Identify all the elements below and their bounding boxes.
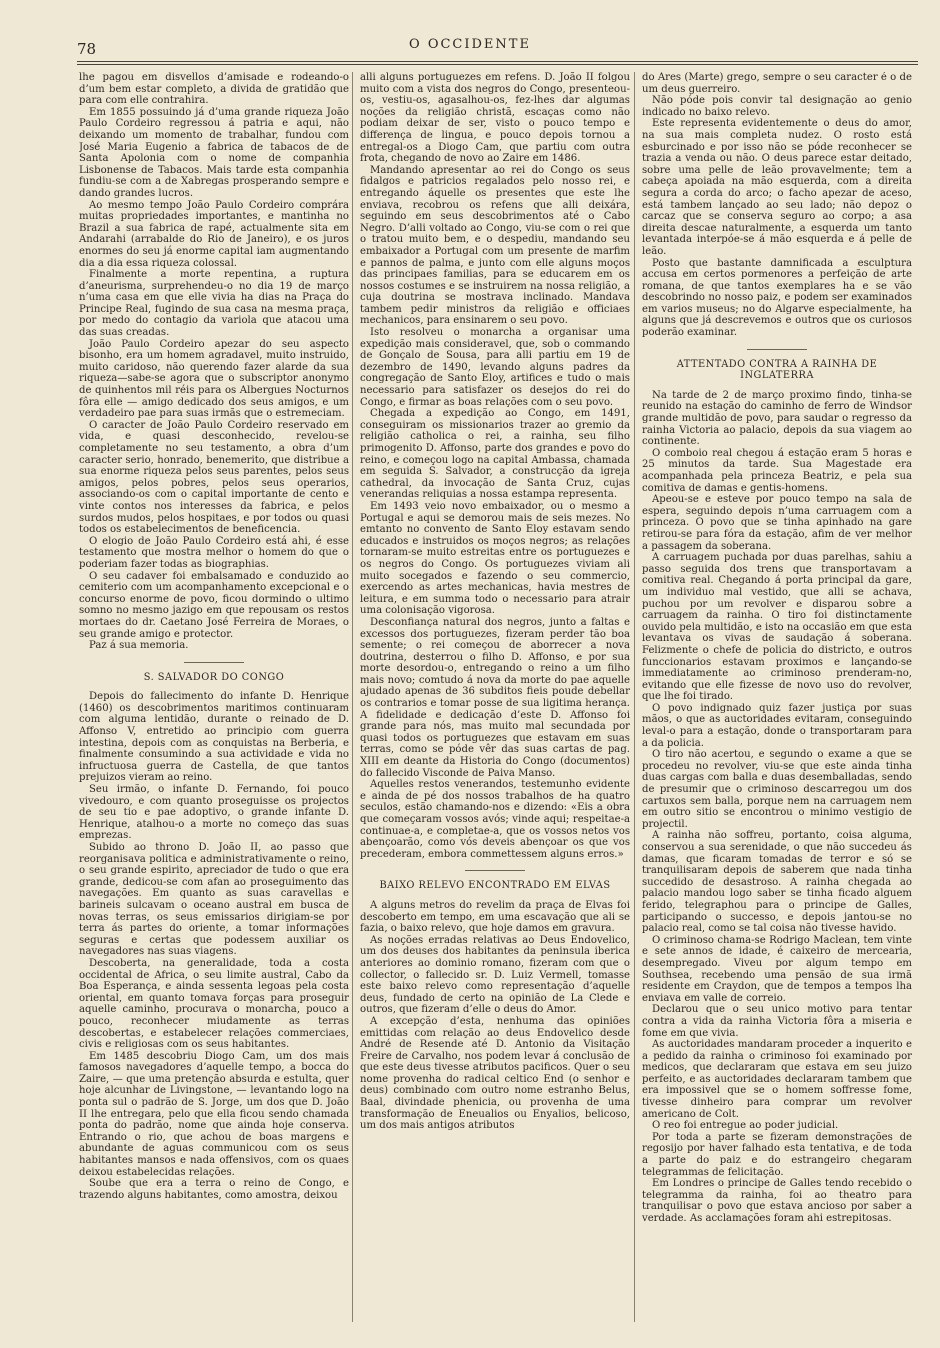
- section-divider: [184, 662, 244, 663]
- paragraph: Ao mesmo tempo João Paulo Cordeiro comprára muitas propriedades importantes, e mantinha no Brazil a sua fabrica de rapé, actualmente sita em Andarahi (arrabalde do Rio de Janeiro), e os juros enormes do seu já enorme capital iam augmentando dia a dia essa riqueza colossal.: [79, 199, 349, 269]
- paragraph: A alguns metros do revelim da praça de Elvas foi descoberto em tempo, em uma escavação que ali se fazia, o baixo relevo, que hoje damos em gravura.: [360, 899, 630, 935]
- paragraph: Apeou-se e esteve por pouco tempo na sala de espera, seguindo depois n’uma carruagem com a princeza. O povo que se tinha apinhado na gare retirou-se para fóra da estação, afim de ver melhor a passagem da soberana.: [642, 494, 912, 552]
- paragraph: Paz á sua memoria.: [89, 640, 189, 652]
- paragraph: Finalmente a morte repentina, a ruptura d’aneurisma, surprehendeu-o no dia 19 de março n’uma casa em que elle vivia ha dias na Praça do Principe Real, fugindo de sua casa na mesma praça, por medo do contagio da variola que atacou uma das suas creadas.: [79, 269, 349, 339]
- paragraph: João Paulo Cordeiro apezar do seu aspecto bisonho, era um homem agradavel, muito instruido, muito caridoso, não querendo fazer alarde da sua riqueza—sabe-se agora que o subscriptor anonymo de quinhentos mil réis para os Albergues Nocturnos fôra elle — amigo dedicado dos seus amigos, e um verdadeiro pae para suas irmãs que o estremeciam.: [79, 338, 349, 420]
- paragraph: A excepção d’esta, nenhuma das opiniões emittidas com relação ao deus Endovelico desde André de Resende até D. Antonio da Visitação Freire de Carvalho, nos podem levar á conclusão de que este deus tivesse atributos pacificos. Quer o seu nome provenha do radical celtico End (o senhor e deus) combinado com outro nome estranho Belus, Baal, divindade phenicia, ou provenha de uma transformação de Eneualios ou Enyalios, belicoso, um dos mais antigos atributos: [360, 1015, 630, 1132]
- paragraph: Em 1855 possuindo já d’uma grande riqueza João Paulo Cordeiro regressou á patria e aqui, não deixando um momento de trabalhar, fundou com José Maria Eugenio a fabrica de tabacos de de Santa Apolonia com o nome de companhia Lisbonense de Tabacos. Mais tarde esta companhia fundiu-se com a de Xabregas prosperando sempre e dando grandes lucros.: [79, 106, 349, 199]
- header-rule: [77, 61, 918, 65]
- section-heading: S. SALVADOR DO CONGO: [143, 671, 285, 683]
- paragraph: Subido ao throno D. João II, ao passo que reorganisava politica e administrativamente o reino, o seu grande espirito, apreciador de tudo o que era grande, dedicou-se com afan ao proseguimento das navegações. Em quanto as suas caravellas e barineis sulcavam o oceano austral em busca de novas terras, os seus emissarios dirigiam-se por terra ás partes do oriente, a tomar informações seguras e certas que podessem auxiliar os navegadores nas suas viagens.: [79, 842, 349, 958]
- paragraph: O criminoso chama-se Rodrigo Maclean, tem vinte e sete annos de idade, é caixeiro de mercearia, desempregado. Viveu por algum tempo em Southsea, recebendo uma pensão de sua irmã residente em Craydon, que de tempos a tempos lha enviava em valle de correio.: [642, 934, 912, 1004]
- paragraph: Este representa evidentemente o deus do amor, na sua mais completa nudez. O rosto está esburcinado e por isso não se póde reconhecer se trazia a venda ou não. O deus parece estar deitado, sobre uma pelle de leão provavelmente; tem a cabeça apoiada na mão esquerda, com a direita segura a corda do arco; o facho apezar de aceso, está tambem lançado ao seu lado; não depoz o carcaz que se conserva seguro ao corpo; a asa direita descae naturalmente, a esquerda um tanto levantada interpóe-se á mão esquerda e á pelle de leão.: [642, 118, 912, 257]
- column-divider: [352, 72, 353, 1322]
- paragraph: Declarou que o seu unico motivo para tentar contra a vida da rainha Victoria fôra a miseria e fome em que vivia.: [642, 1004, 912, 1039]
- paragraph: O comboio real chegou á estação eram 5 horas e 25 minutos da tarde. Sua Magestade era acompanhada pela princeza Beatriz, e pela sua comitiva de damas e gentis-homens.: [642, 447, 912, 494]
- paragraph: Na tarde de 2 de março proximo findo, tinha-se reunido na estação do caminho de ferro de Windsor grande multidão de povo, para saudar o regresso da rainha Victoria ao palacio, depois da sua viagem ao continente.: [642, 389, 912, 448]
- column-3: [642, 72, 912, 1322]
- paragraph: O caracter de João Paulo Cordeiro reservado em vida, e quasi desconhecido, revelou-se completamente no seu testamento, a obra d’um caracter serio, honrado, benemerito, que distribue a sua enorme riqueza pelos seus parentes, pelos seus amigos, pelos pobres, pelos seus operarios, associando-os com o capital importante de cento e vinte contos nos interesses da fabrica, e pelos surdos mudos, pelos hospitaes, e por todos ou quasi todos os estabelecimentos de beneficencia.: [79, 419, 349, 536]
- column-divider: [634, 72, 635, 1322]
- paragraph: O elogio de João Paulo Cordeiro está ahi, é esse testamento que mostra melhor o homem do que o poderiam fazer todas as biographias.: [79, 535, 349, 570]
- paragraph: A rainha não soffreu, portanto, coisa alguma, conservou a sua serenidade, o que não succedeu ás damas, que ficaram tomadas de terror e só se tranquilisaram depois de saberem que nada tinha succedido de desastroso. A rainha chegada ao palacio mandou logo saber se tinha ficado alguem ferido, telegraphou para o principe de Galles, participando o successo, e depois jantou-se no palacio real, como se tal coisa não tivesse havido.: [642, 830, 912, 935]
- paragraph: alli alguns portuguezes em refens. D. João II folgou muito com a vista dos negros do Congo, presenteou-os, vestiu-os, agasalhou-os, fez-lhes dar algumas noções da religião christã, escaças como não podiam deixar de ser, visto o pouco tempo e differença de lingua, e pouco depois tornou a entregal-os a Diogo Cam, que partiu com outra frota, chegando de novo ao Zaire em 1486.: [360, 72, 630, 165]
- column-1: [79, 72, 349, 1322]
- paragraph: Isto resolveu o monarcha a organisar uma expedição mais consideravel, que, sob o commando de Gonçalo de Sousa, para alli partiu em 19 de dezembro de 1490, levando alguns padres da congregação de Santo Eloy, artifices e tudo o mais necessario para satisfazer os desejos do rei do Congo, e firmar as boas relações com o seu povo.: [360, 327, 630, 408]
- paragraph: Desconfiança natural dos negros, junto a faltas e excessos dos portuguezes, fizeram perder tão boa semente; o rei começou de aborrecer a nova doutrina, desterrou o filho D. Affonso, e por sua morte desordou-o, entregando o reino a um filho mais novo; comtudo á nova da morte do pae aquelle ajudado apenas de 36 subditos fieis poude debellar os contrarios e tomar posse de sua ligitima herança. A fidelidade e dedicação d’este D. Affonso foi grande para nós, mas muito mal secundada por quasi todos os portuguezes que estavam em suas terras, como se póde vêr das suas cartas de pag. XIII em deante da Historia do Congo (documentos) do fallecido Visconde de Paiva Manso.: [360, 616, 630, 779]
- paragraph: Em 1485 descobriu Diogo Cam, um dos mais famosos navegadores d’aquelle tempo, a bocca do Zaire, — que uma pretenção absurda e estulta, quer hoje alcunhar de Livingstone, — levantando logo na ponta sul o padrão de S. Jorge, um dos que D. João II lhe entregara, pelo que ella ficou sendo chamada ponta do padrão, nome que ainda hoje conserva. Entrando o rio, que achou de boas margens e abundante de aguas communicou com os seus habitantes mansos e nada offensivos, com os quaes deixou estabelecidas relações.: [79, 1050, 349, 1178]
- paragraph: Posto que bastante damnificada a esculptura accusa em certos pormenores a perfeição de arte romana, de que tantos exemplares ha e se vão descobrindo no nosso paiz, e podem ser examinados em varios museus; no do Algarve especialmente, ha alguns que já descrevemos e outros que os curiosos poderão examinar.: [642, 257, 912, 339]
- paragraph: Por toda a parte se fizeram demonstrações de regosijo por haver falhado esta tentativa, e de toda a parte do paiz e do estrangeiro chegaram telegrammas de felicitação.: [642, 1131, 912, 1178]
- paragraph: As auctoridades mandaram proceder a inquerito e a pedido da rainha o criminoso foi examinado por medicos, que declararam que estava em seu juizo perfeito, e as auctoridades declararam tambem que era impossivel que se o homem soffresse fome, tivesse dinheiro para comprar um revolver americano de Colt.: [642, 1039, 912, 1120]
- paragraph: lhe pagou em disvellos d’amisade e rodeando-o d’um bem estar completo, a divida de gratidão que para com elle contrahira.: [79, 72, 349, 107]
- section-divider: [465, 870, 525, 871]
- paragraph: Chegada a expedição ao Congo, em 1491, conseguiram os missionarios trazer ao gremio da religião catholica o rei, a rainha, seu filho primogenito D. Affonso, parte dos grandes e povo do reino, e começou logo na capital Ambassa, chamada em seguida S. Salvador, a construcção da igreja cathedral, da invocação de Santa Cruz, cujas venerandas reliquias a nossa estampa representa.: [360, 408, 630, 501]
- paragraph: do Ares (Marte) grego, sempre o seu caracter é o de um deus guerreiro.: [642, 72, 912, 95]
- paragraph: A carruagem puchada por duas parelhas, sahiu a passo seguida dos trens que transportavam a comitiva real. Chegando á porta principal da gare, um individuo mal vestido, que alli se achava, puchou por um revolver e disparou sobre a carruagem da rainha. O tiro foi distinctamente ouvido pela multidão, e isto na occasião em que esta levantava os vivas de saudação á soberana. Felizmente o chefe de policia do districto, e outros funccionarios estavam proximos e lançando-se immediatamente ao criminoso prenderam-no, evitando que elle fizesse de novo uso do revolver, que lhe foi tirado.: [642, 552, 912, 703]
- paragraph: Descoberta, na generalidade, toda a costa occidental de Africa, o seu limite austral, Cabo da Boa Esperança, e ainda sessenta legoas pela costa oriental, em quanto tomava forças para proseguir aquelle caminho, procurava o monarcha, pouco a pouco, reconhecer miudamente as terras descobertas, e estabelecer relações commerciaes, civis e religiosas com os seus habitantes.: [79, 957, 349, 1051]
- section-heading: ATTENTADO CONTRA A RAINHA DE INGLATERRA: [676, 358, 878, 382]
- paragraph: O seu cadaver foi embalsamado e conduzido ao cemiterio com um acompanhamento excepcional e o concurso enorme de povo, ficou dormindo o ultimo somno no mesmo jazigo em que repousam os restos mortaes do dr. Caetano José Ferreira de Moraes, o seu grande amigo e protector.: [79, 570, 349, 640]
- paragraph: O tiro não acertou, e segundo o exame a que se procedeu no revolver, viu-se que este ainda tinha duas cargas com balla e duas desemballadas, sendo de presumir que o criminoso descarregou um dos cartuxos sem balla, porque nem na carruagem nem em outro sitio se encontrou o minimo vestigio de projectil.: [642, 749, 912, 830]
- paragraph: Mandando apresentar ao rei do Congo os seus fidalgos e patricios regalados pelo nosso rei, e entregando áquelle os presentes que este lhe enviava, recobrou os refens que alli deixára, seguindo em seus descobrimentos até o Cabo Negro. D’alli voltado ao Congo, viu-se com o rei que o tratou muito bem, e o despediu, mandando seu embaixador a Portugal com um presente de marfim e pannos de palma, e junto com elle alguns moços das principaes familias, para se educarem em os nossos costumes e se instruirem na nossa religião, a cuja doutrina se mostrava inclinado. Mandava tambem pedir ministros da religião e officiaes mechanicos, para ensinarem o seu povo.: [360, 164, 630, 327]
- paragraph: Em 1493 veio novo embaixador, ou o mesmo a Portugal e aqui se demorou mais de seis mezes. No emtanto no convento de Santo Eloy estavam sendo educados e instruidos os moços negros; as relações tornaram-se muito estreitas entre os portuguezes e os negros do Congo. Os portuguezes viviam ali muito socegados e fazendo o seu commercio, exercendo as artes mechanicas, havia mestres de leitura, e em summa todo o necessario para atrair uma colonisação vigorosa.: [360, 500, 630, 617]
- section-heading: BAIXO RELEVO ENCONTRADO EM ELVAS: [379, 880, 611, 892]
- page-number: 78: [77, 40, 97, 58]
- paragraph: Seu irmão, o infante D. Fernando, foi pouco vivedouro, e com quanto proseguisse os projectos de seu tio e pae adoptivo, o grande infante D. Henrique, atalhou-o a morte no começo das suas emprezas.: [79, 784, 349, 842]
- paragraph: O reo foi entregue ao poder judicial.: [652, 1120, 839, 1132]
- section-divider: [747, 349, 807, 350]
- paragraph: Depois do fallecimento do infante D. Henrique (1460) os descobrimentos maritimos continuaram com alguma lentidão, durante o reinado de D. Affonso V, entretido ao principio com guerra intestina, depois com as conquistas na Berberia, e finalmente consumindo a sua actividade e vida no infructuosa guerra de Castella, de que tantos prejuizos vieram ao reino.: [79, 691, 349, 784]
- paragraph: Aquelles restos venerandos, testemunho evidente e ainda de pé dos nossos trabalhos de ha quatro seculos, estão chamando-nos e dizendo: «Eis a obra que começaram vossos avós; vinde aqui; respeitae-a continuae-a, e completae-a, que os vossos netos vos abençoarão, como vós deveis abençoar os que vos precederam, embora commettessem alguns erros.»: [360, 779, 630, 860]
- paragraph: O povo indignado quiz fazer justiça por suas mãos, o que as auctoridades evitaram, conseguindo leval-o para a estação, donde o transportaram para a da policia.: [642, 702, 912, 749]
- paragraph: Não póde pois convir tal designação ao genio indicado no baixo relevo.: [642, 95, 912, 118]
- paragraph: Em Londres o principe de Galles tendo recebido o telegramma da rainha, foi ao theatro para tranquilisar o povo que estava ancioso por saber a verdade. As acclamações foram ahi estrepitosas.: [642, 1178, 912, 1224]
- paragraph: Soube que era a terra o reino de Congo, e trazendo alguns habitantes, como amostra, deixou: [79, 1178, 349, 1201]
- paragraph: As noções erradas relativas ao Deus Endovelico, um dos deuses dos habitantes da peninsula iberica anteriores ao dominio romano, fizeram com que o collector, o fallecido sr. D. Luiz Vermell, tomasse este baixo relevo como representação d’aquelle deus, fundado de certo na opinião de La Clede e outros, que fizeram d’elle o deus do Amor.: [360, 934, 630, 1016]
- journal-title: O OCCIDENTE: [409, 37, 531, 52]
- column-2: [360, 72, 630, 1322]
